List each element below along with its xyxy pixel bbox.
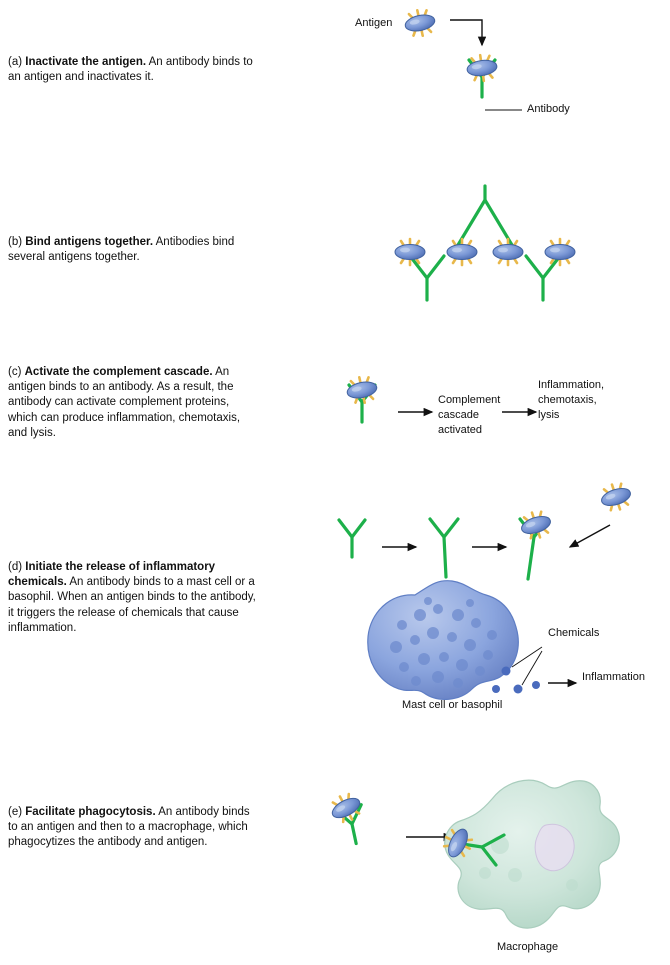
complement-line-1: Complement bbox=[438, 394, 501, 406]
antibody-on-cell-icon bbox=[430, 519, 458, 577]
arrow-icon bbox=[450, 20, 482, 45]
antibody-antigen-on-cell-icon bbox=[518, 508, 555, 579]
panel-e-marker: (e) bbox=[8, 806, 23, 818]
antibody-antigen-complex-icon bbox=[327, 789, 369, 846]
antibody-bound-icon bbox=[465, 53, 498, 97]
panel-d-art bbox=[320, 475, 670, 725]
result-line-3: lysis bbox=[538, 408, 560, 421]
panel-b bbox=[0, 175, 670, 325]
antigen-label: Antigen bbox=[355, 17, 393, 29]
complement-cascade-label bbox=[438, 393, 500, 438]
antigen-free-icon bbox=[403, 7, 438, 39]
panel-a-caption bbox=[8, 55, 258, 85]
panel-b-marker: (b) bbox=[8, 236, 23, 248]
antigen-incoming-icon bbox=[598, 480, 635, 514]
antigen-icon-4 bbox=[545, 239, 575, 265]
panel-a bbox=[0, 0, 670, 175]
panel-e-lead: Facilitate phagocytosis. bbox=[25, 806, 156, 818]
panel-e bbox=[0, 745, 670, 965]
panel-d bbox=[0, 470, 670, 730]
panel-e-art bbox=[310, 755, 660, 955]
macrophage-label: Macrophage bbox=[497, 941, 559, 953]
mast-cell-label: Mast cell or basophil bbox=[402, 699, 503, 711]
panel-a-marker: (a) bbox=[8, 56, 23, 68]
panel-c-caption bbox=[8, 365, 258, 441]
result-line-2: chemotaxis, bbox=[538, 393, 597, 406]
panel-d-lead: Initiate the release of inflammatory chemicals. bbox=[8, 561, 216, 589]
antibody-label: Antibody bbox=[527, 103, 570, 115]
antibody-lower-right-icon bbox=[526, 256, 560, 300]
panel-d-marker: (d) bbox=[8, 561, 23, 573]
antigen-icon-2 bbox=[447, 239, 477, 265]
panel-b-body: Antibodies bind several antigens together. bbox=[8, 236, 235, 264]
panel-c-marker: (c) bbox=[8, 366, 22, 378]
arrow-icon-3 bbox=[570, 525, 610, 547]
mast-cell-icon bbox=[368, 581, 540, 700]
chemicals-label: Chemicals bbox=[548, 627, 600, 639]
panel-c bbox=[0, 325, 670, 480]
panel-d-caption bbox=[8, 560, 258, 636]
complement-line-2: cascade bbox=[438, 408, 479, 421]
inflammation-label: Inflammation bbox=[582, 671, 645, 683]
panel-a-body: An antibody binds to an antigen and inactivates it. bbox=[8, 56, 253, 84]
panel-b-art bbox=[380, 180, 630, 320]
antibody-free-icon bbox=[339, 520, 365, 557]
panel-e-caption bbox=[8, 805, 258, 851]
panel-e-body: An antibody binds to an antigen and then to a macrophage, which phagocytizes the antibody and antigen. bbox=[8, 806, 250, 849]
antigen-icon-3 bbox=[493, 239, 523, 265]
antibody-antigen-complex-icon bbox=[345, 374, 380, 422]
complement-line-3: activated bbox=[438, 423, 483, 436]
panel-d-body: An antibody binds to a mast cell or a basophil. When an antigen binds to the antibody, it triggers the release of chemicals that cause inflammation. bbox=[8, 576, 256, 634]
antibody-lower-left-icon bbox=[410, 256, 444, 300]
panel-c-lead: Activate the complement cascade. bbox=[24, 366, 213, 378]
antigen-icon-1 bbox=[395, 239, 425, 265]
panel-b-lead: Bind antigens together. bbox=[25, 236, 154, 248]
panel-b-caption bbox=[8, 235, 258, 265]
macrophage-icon bbox=[445, 780, 619, 928]
panel-a-lead: Inactivate the antigen. bbox=[25, 56, 147, 68]
result-line-1: Inflammation, bbox=[538, 379, 605, 391]
panel-c-body: An antigen binds to an antibody. As a result, the antibody can activate complement proteins, which can produce inflammation, chemotaxis, and lysis. bbox=[8, 366, 241, 439]
inflammation-chemotaxis-lysis-label bbox=[538, 378, 604, 423]
